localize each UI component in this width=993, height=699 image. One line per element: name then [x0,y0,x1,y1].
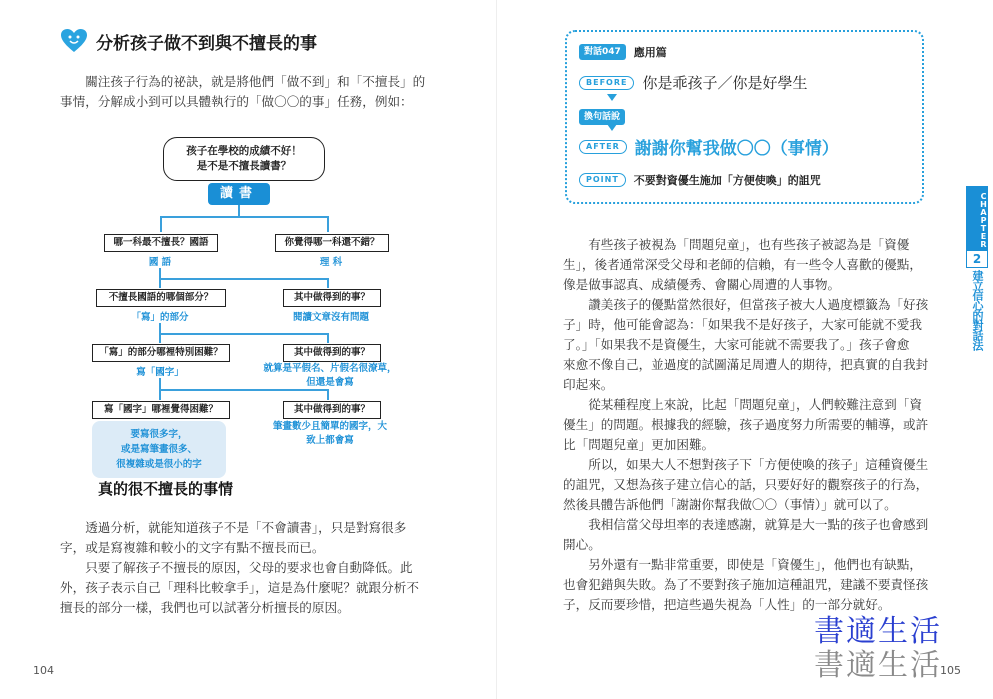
flow-question-box: 寫「國字」哪裡覺得困難？ [92,401,230,419]
body-line: 了。」「如果我不是資優生，大家可能就不需要我了。」孩子會愈 [563,337,910,352]
note-line: 很複雜或是很小的字 [116,459,202,470]
body-line: 印起來。 [563,377,614,392]
point-tag: POINT [579,173,626,187]
dialogue-number-tag: 對話047 [579,44,626,60]
down-arrow-icon [607,94,617,101]
body-line: 像是做事認真、成績優秀、會關心周遭的人事物。 [563,277,841,292]
body-line: 字，或是寫複雜和較小的文字有點不擅長而已。 [60,540,325,555]
bubble-line: 孩子在學校的成績不好！ [186,145,302,157]
connector-line [327,333,329,343]
root-topic: 讀書 [208,183,270,205]
flow-answer-label: 就算是平假名、片假名很潦草，但還是會寫 [263,363,397,388]
body-line: 子，反而要珍惜，把這些過失視為「人性」的一部分就好。 [563,597,891,612]
connector-line [159,278,328,280]
flow-question-box: 其中做得到的事？ [283,344,381,362]
after-text: 謝謝你幫我做〇〇（事情） [634,139,839,159]
change-row [579,104,625,125]
card-category: 應用篇 [633,46,667,59]
flow-question-box: 「寫」的部分哪裡特別困難？ [92,344,230,362]
body-line: 比「問題兒童」更加困難。 [563,437,715,452]
chapter-word-tab: CHAPTER [966,186,988,250]
flow-answer-label: 理 科 [319,257,343,268]
body-line: 所以，如果大人不想對孩子下「方便使喚的孩子」這種資優生 [588,457,929,472]
watermark-blue: 書適生活 [814,614,942,649]
flow-question-box: 你覺得哪一科還不錯？ [275,234,389,252]
body-line: 子」時，他可能會認為：「如果我不是好孩子，大家可能就不愛我 [563,317,922,332]
body-line: 從某種程度上來說，比起「問題兒童」，人們較難注意到「資 [588,397,922,412]
after-tag: AFTER [579,140,627,154]
heart-face-icon [60,28,88,54]
watermark-gray: 書適生活 [814,648,942,683]
point-row [579,172,821,188]
before-row [579,72,807,93]
right-body-text [563,235,943,615]
note-line: 要寫很多字， [130,429,188,440]
dialogue-card [565,30,924,204]
intro-paragraph [60,72,440,112]
connector-line [327,389,329,400]
flow-question-box: 不擅長國語的哪個部分？ [96,289,226,307]
bubble-line: 是不是不擅長讀書？ [196,160,292,172]
flow-question-box: 其中做得到的事？ [283,289,381,307]
chapter-number: 2 [966,250,988,268]
note-line: 或是寫筆畫很多、 [120,444,197,455]
rephrase-tag: 換句話說 [579,109,625,125]
left-body-text [60,518,440,618]
difficulty-note [92,421,226,478]
body-line: 生」，後者通常深受父母和老師的信賴，有一些令人喜歡的優點， [563,257,922,272]
connector-line [327,278,329,288]
question-bubble [163,137,325,181]
after-row [579,134,839,159]
page-number-left: 104 [33,664,54,677]
connector-line [160,216,328,218]
flow-question-box: 其中做得到的事？ [283,401,381,419]
before-text: 你是乖孩子／你是好學生 [642,74,808,92]
flow-answer-label: 國 語 [148,257,172,268]
body-line: 來愈不像自己，並過度的試圖滿足周遭人的期待，把真實的自我封 [563,357,929,372]
body-line: 擅長的部分一樣，我們也可以試著分析擅長的原因。 [60,600,350,615]
body-line: 我相信當父母坦率的表達感謝，就算是大一點的孩子也會感到 [588,517,929,532]
before-tag: BEFORE [579,76,634,90]
body-line: 外，孩子表示自己「理科比較拿手」，這是為什麼呢？就跟分析不 [60,580,419,595]
page-number-right: 105 [940,664,961,677]
conclusion-heading: 真的很不擅長的事情 [98,480,234,498]
point-text: 不要對資優生施加「方便使喚」的詛咒 [633,174,821,187]
body-line: 讚美孩子的優點當然很好，但當孩子被大人過度標籤為「好孩 [588,297,929,312]
section-title: 分析孩子做不到與不擅長的事 [96,33,317,54]
body-line: 透過分析，就能知道孩子不是「不會讀書」，只是對寫很多 [85,520,407,535]
body-line: 也會犯錯與失敗。為了不要對孩子施加這種詛咒，建議不要責怪孩 [563,577,929,592]
body-line: 的詛咒，又想為孩子建立信心的話，只要好好的觀察孩子的行為， [563,477,929,492]
body-line: 只要了解孩子不擅長的原因，父母的要求也會自動降低。此 [85,560,413,575]
flow-answer-label: 寫「國字」 [136,367,184,378]
body-line: 開心。 [563,537,601,552]
card-header [579,44,667,60]
body-line: 優生」的問題。根據我的經驗，孩子過度努力所需要的輔導，或許 [563,417,929,432]
page-gutter [496,0,497,699]
down-arrow-icon [607,124,617,131]
body-line: 有些孩子被視為「問題兒童」，也有些孩子被認為是「資優 [588,237,910,252]
flow-answer-label: 閱讀文章沒有問題 [292,312,369,323]
flow-question-box: 哪一科最不擅長？國語 [104,234,218,252]
section-heading [60,26,317,56]
flow-answer-label: 「寫」的部分 [131,312,189,323]
flow-answer-label: 筆畫數少且簡單的國字，大致上都會寫 [272,421,387,446]
connector-line [160,216,162,232]
intro-line: 事情，分解成小到可以具體執行的「做〇〇的事」任務，例如： [60,94,413,109]
body-line: 另外還有一點非常重要，即使是「資優生」，他們也有缺點， [588,557,922,572]
connector-line [327,216,329,232]
connector-line [159,333,328,335]
body-line: 然後具體告訴他們「謝謝你幫我做〇〇（事情）」就可以了。 [563,497,897,512]
chapter-title: 建立信心的對話法 [971,270,984,350]
intro-line: 關注孩子行為的祕訣，就是將他們「做不到」和「不擅長」的 [85,74,426,89]
